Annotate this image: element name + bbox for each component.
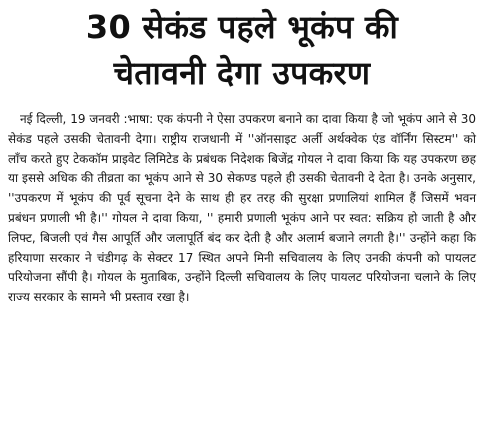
headline bbox=[8, 4, 476, 96]
article-paragraph: नई दिल्ली, 19 जनवरी :भाषा: एक कंपनी ने ऐसा उपकरण बनाने का दावा किया है जो भूकंप आने से 30 सेकंड पहले उसकी चेतावनी देगा। राष्ट्रीय राजधानी में ''ऑनसाइट अर्ली अर्थक्वेक एंड वॉर्निंग सिस्टम'' को लॉंच करते हुए टेककॉम प्राइवेट लिमिटेड के प्रबंधक निदेशक बिजेंद्र गोयल ने दावा किया कि यह उपकरण छह या इससे अधिक की तीव्रता का भूकंप आने से 30 सेकण्ड पहले ही उसकी चेतावनी दे देता है। उनके अनुसार, ''उपकरण में भूकंप की पूर्व सूचना देने के साथ ही हर तरह की सुरक्षा प्रणालियां शामिल हैं जिसमें भवन प्रबंधन प्रणाली भी है।'' गोयल ने दावा किया, '' हमारी प्रणाली भूकंप आने पर स्वत: सक्रिय हो जाती है और लिफ्ट, बिजली एवं गैस आपूर्ति और जलापूर्ति बंद कर देती है और अलार्म बजाने लगती है।'' उन्होंने कहा कि हरियाणा सरकार ने चंडीगढ़ के सेक्टर 17 स्थित अपने मिनी सचिवालय के लिए उनकी कंपनी को पायलट परियोजना सौंपी है। गोयल के मुताबिक, उन्होंने दिल्ली सचिवालय के लिए पायलट परियोजना चलाने के लिए राज्य सरकार के सामने भी प्रस्ताव रखा है। bbox=[8, 112, 476, 305]
headline-line-1: 30 सेकंड पहले भूकंप की bbox=[85, 8, 399, 46]
article-body bbox=[8, 110, 476, 308]
headline-line-2: चेतावनी देगा उपकरण bbox=[113, 54, 371, 92]
